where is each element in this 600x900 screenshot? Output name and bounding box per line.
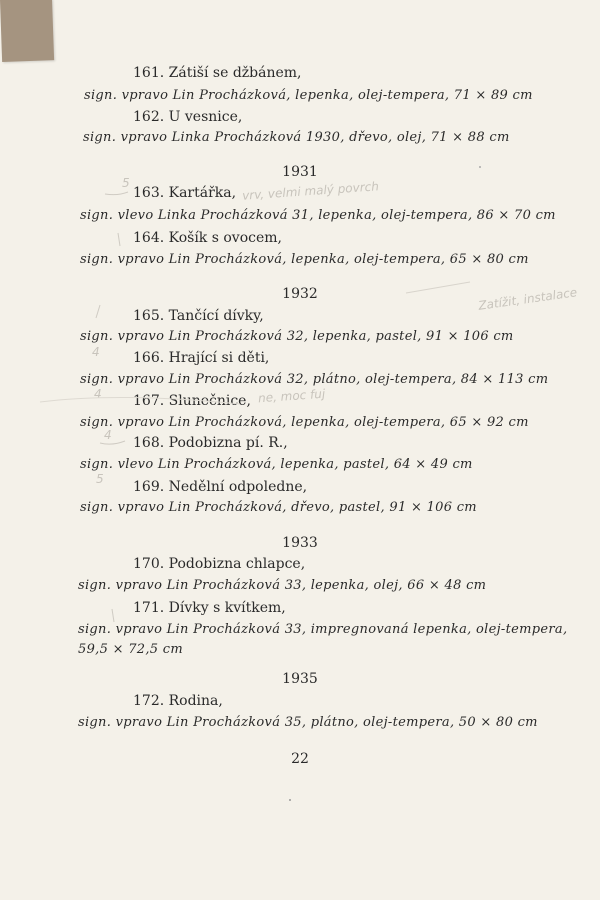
year-heading-1935: 1935 <box>282 671 318 687</box>
year-heading-1933: 1933 <box>282 535 318 551</box>
entry-title-168: 168. Podobizna pí. R., <box>133 435 288 451</box>
entry-signature-172: sign. vpravo Lin Procházková 35, plátno, olej-tempera, 50 × 80 cm <box>78 715 538 730</box>
entry-title-172: 172. Rodina, <box>133 693 223 709</box>
pencil-stroke <box>406 282 470 293</box>
pencil-stroke <box>100 441 125 444</box>
entry-title-169: 169. Nedělní odpoledne, <box>133 479 308 495</box>
entry-signature-164: sign. vpravo Lin Procházková, lepenka, olej-tempera, 65 × 80 cm <box>80 252 529 267</box>
entry-title-167: 167. Slunečnice, <box>133 393 251 409</box>
entry-signature-169: sign. vpravo Lin Procházková, dřevo, pastel, 91 × 106 cm <box>80 500 477 515</box>
entry-signature-166: sign. vpravo Lin Procházková 32, plátno, olej-tempera, 84 × 113 cm <box>80 372 549 387</box>
pencil-stroke <box>105 192 128 195</box>
entry-title-165: 165. Tančící dívky, <box>133 308 264 324</box>
paper-speck <box>289 799 291 801</box>
pencil-stroke <box>96 305 100 318</box>
entry-title-166: 166. Hrající si děti, <box>133 350 270 366</box>
entry-title-163: 163. Kartářka, <box>133 185 237 201</box>
year-heading-1931: 1931 <box>282 164 318 180</box>
entry-title-171: 171. Dívky s kvítkem, <box>133 600 286 616</box>
pencil-note-167: ne, moc fuj <box>257 386 326 406</box>
entry-title-170: 170. Podobizna chlapce, <box>133 556 306 572</box>
paper-speck <box>479 166 481 168</box>
entry-title-161: 161. Zátiší se džbánem, <box>133 65 302 81</box>
entry-signature-170: sign. vpravo Lin Procházková 33, lepenka, olej, 66 × 48 cm <box>78 578 487 593</box>
entry-signature-161: sign. vpravo Lin Procházková, lepenka, olej-tempera, 71 × 89 cm <box>84 88 533 103</box>
pencil-stroke <box>112 609 114 622</box>
pencil-number: 4 <box>104 428 112 442</box>
entry-signature-162: sign. vpravo Linka Procházková 1930, dřevo, olej, 71 × 88 cm <box>83 130 510 145</box>
pencil-number: 4 <box>92 345 100 359</box>
year-heading-1932: 1932 <box>282 286 318 302</box>
pencil-stroke <box>118 233 120 246</box>
entry-signature-163: sign. vlevo Linka Procházková 31, lepenka, olej-tempera, 86 × 70 cm <box>80 208 556 223</box>
entry-signature-171-cont: 59,5 × 72,5 cm <box>78 642 183 657</box>
pencil-margin-note: Zatížit, instalace <box>477 285 578 313</box>
pencil-number: 4 <box>94 387 102 401</box>
entry-signature-167: sign. vpravo Lin Procházková, lepenka, olej-tempera, 65 × 92 cm <box>80 415 529 430</box>
pencil-stroke <box>40 397 240 404</box>
entry-title-162: 162. U vesnice, <box>133 109 243 125</box>
entry-signature-171: sign. vpravo Lin Procházková 33, impregnovaná lepenka, olej-tempera, <box>78 622 568 637</box>
pencil-number: 5 <box>96 472 104 486</box>
entry-title-164: 164. Košík s ovocem, <box>133 230 282 246</box>
page-number: 22 <box>291 751 309 767</box>
pencil-number: 5 <box>122 176 130 190</box>
entry-signature-168: sign. vlevo Lin Procházková, lepenka, pastel, 64 × 49 cm <box>80 457 473 472</box>
entry-signature-165: sign. vpravo Lin Procházková 32, lepenka, pastel, 91 × 106 cm <box>80 329 514 344</box>
pencil-note-163: vrv, velmi malý povrch <box>241 179 380 203</box>
